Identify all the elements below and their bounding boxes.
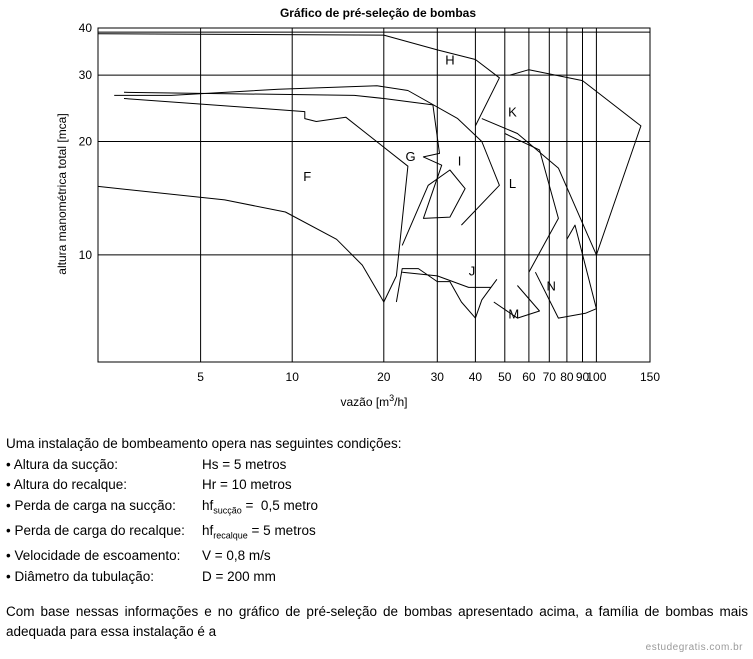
region-f-outline xyxy=(98,99,408,303)
region-j-outline xyxy=(396,269,496,319)
region-f-label: F xyxy=(303,169,312,184)
x-tick-labels xyxy=(197,370,660,384)
region-g-outline xyxy=(124,92,465,245)
condition-value xyxy=(202,475,292,496)
x-tick-label: 5 xyxy=(197,370,204,384)
condition-value-main: V = 0,8 m/s xyxy=(202,548,271,564)
region-n-label: N xyxy=(546,278,556,294)
condition-row xyxy=(6,521,748,546)
problem-question: Com base nessas informações e no gráfico de pré-seleção de bombas apresentado acima, a família de bombas mais adequada para essa instalação é a xyxy=(6,603,748,640)
region-l-outline xyxy=(505,134,559,273)
region-h-label: H xyxy=(445,52,455,68)
condition-row xyxy=(6,475,748,496)
x-tick-label: 50 xyxy=(498,370,512,384)
y-axis-label: altura manométrica total [mca] xyxy=(55,113,69,275)
condition-value xyxy=(202,496,318,521)
problem-intro: Uma instalação de bombeamento opera nas seguintes condições: xyxy=(6,436,402,451)
x-axis-label-sup: 3 xyxy=(389,393,395,403)
y-tick-label: 10 xyxy=(78,247,92,262)
condition-value-subscript: sucção xyxy=(213,505,242,516)
x-tick-label: 30 xyxy=(430,370,444,384)
condition-value-main: hf xyxy=(202,497,214,513)
problem-statement xyxy=(6,434,748,643)
y-tick-label: 40 xyxy=(78,21,92,35)
condition-value-main: Hs = 5 metros xyxy=(202,456,287,472)
condition-label: • Altura do recalque: xyxy=(6,477,128,493)
condition-label: • Perda de carga do recalque: xyxy=(6,523,185,539)
region-labels xyxy=(303,53,556,322)
region-g-label: G xyxy=(405,149,416,164)
region-i-outline xyxy=(114,86,499,225)
condition-value-main: Hr = 10 metros xyxy=(202,477,292,493)
region-k-outline xyxy=(482,70,641,255)
x-tick-label: 80 xyxy=(560,370,574,384)
x-tick-label: 70 xyxy=(542,370,556,384)
x-tick-label: 20 xyxy=(377,370,391,384)
x-axis-label-main: vazão [m xyxy=(340,395,390,409)
condition-row xyxy=(6,567,748,588)
condition-value-end: = 5 metros xyxy=(247,523,316,539)
condition-row xyxy=(6,455,748,476)
x-tick-label: 100 xyxy=(586,370,607,384)
chart-title: Gráfico de pré-seleção de bombas xyxy=(279,6,477,20)
x-tick-label: 60 xyxy=(522,370,536,384)
condition-value-end: = 0,5 metro xyxy=(241,497,318,513)
condition-row xyxy=(6,546,748,567)
condition-value-subscript: recalque xyxy=(213,530,248,541)
condition-row xyxy=(6,496,748,521)
condition-label: • Velocidade de escoamento: xyxy=(6,548,181,564)
x-tick-label: 150 xyxy=(639,370,661,384)
region-j-label: J xyxy=(468,263,476,279)
condition-value xyxy=(202,455,286,476)
condition-label: • Diâmetro da tubulação: xyxy=(6,568,155,584)
conditions-list xyxy=(6,455,748,588)
region-k-label: K xyxy=(508,104,517,120)
region-i-label: I xyxy=(457,153,462,169)
x-tick-label: 10 xyxy=(285,370,299,384)
x-tick-label: 90 xyxy=(575,370,590,384)
condition-label: • Altura da sucção: xyxy=(6,456,119,472)
pump-regions xyxy=(98,34,641,318)
y-tick-label: 20 xyxy=(78,134,92,149)
region-n-outline xyxy=(535,225,596,318)
condition-value-main: hf xyxy=(202,523,214,539)
condition-value-main: D = 200 mm xyxy=(202,568,276,584)
watermark: estudegratis.com.br xyxy=(645,642,743,653)
x-axis-label xyxy=(340,393,407,409)
x-tick-label: 40 xyxy=(468,370,483,384)
region-l-label: L xyxy=(508,176,517,192)
condition-value xyxy=(202,546,271,567)
y-tick-labels xyxy=(79,21,93,262)
x-axis-label-end: /h] xyxy=(394,395,408,409)
condition-value xyxy=(202,567,276,588)
region-m-label: M xyxy=(508,306,520,322)
region-h-outline xyxy=(98,34,499,126)
y-tick-label: 30 xyxy=(78,68,92,83)
condition-label: • Perda de carga na sucção: xyxy=(6,497,176,513)
condition-value xyxy=(202,521,316,546)
